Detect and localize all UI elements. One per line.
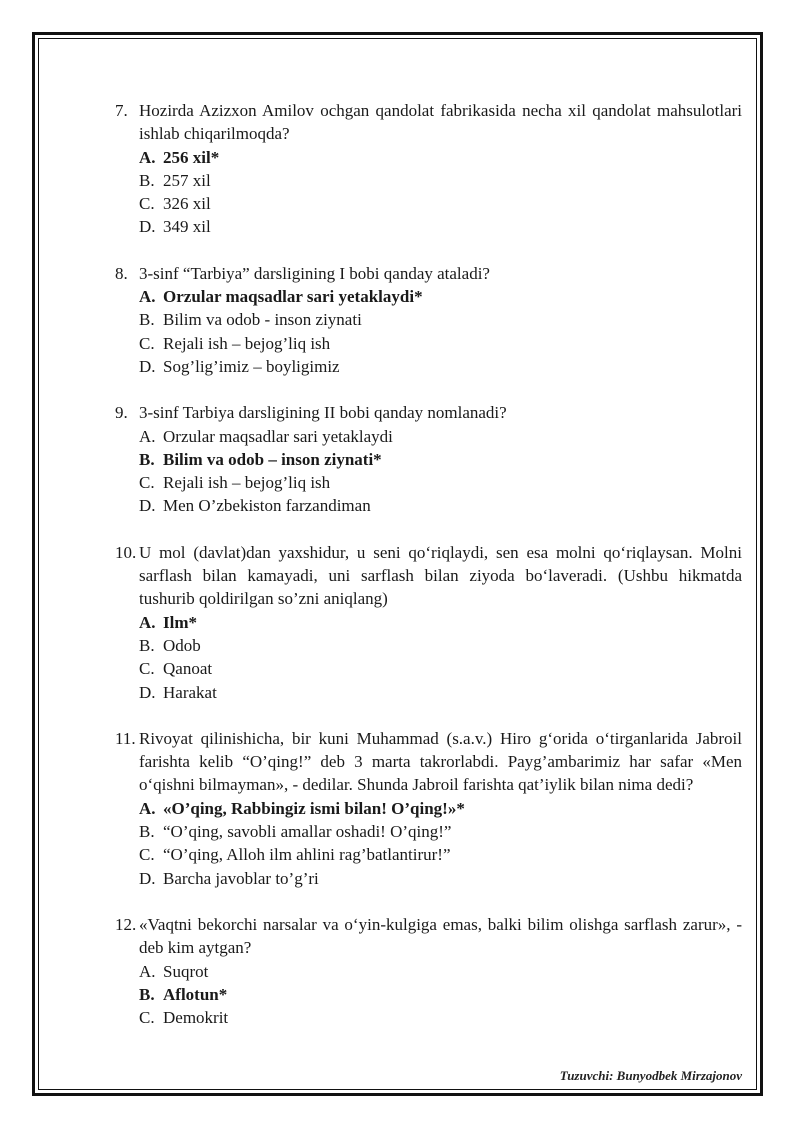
- option-text: Bilim va odob - inson ziynati: [163, 310, 362, 330]
- answer-option-correct: [139, 448, 742, 471]
- question-block: [115, 99, 742, 239]
- option-letter: D.: [139, 868, 156, 888]
- option-letter: D.: [139, 217, 156, 237]
- question-number: 9.: [115, 403, 128, 423]
- option-letter: C.: [139, 194, 155, 214]
- answer-option: [139, 634, 742, 657]
- option-text: Ilm*: [163, 612, 197, 632]
- question-prompt: Rivoyat qilinishicha, bir kuni Muhammad (s.a.v.) Hiro g‘orida o‘tirganlarida Jabroil farishta kelib “O’qing!” deb 3 marta takrorlabdi. Payg’ambarimiz har safar «Men o‘qishni bilmayman», - dedilar. Shunda Jabroil farishta qat’iylik bilan nima dedi?: [139, 728, 742, 795]
- option-letter: D.: [139, 356, 156, 376]
- answer-option: [139, 1006, 742, 1029]
- answer-option: [139, 657, 742, 680]
- answer-option: [139, 867, 742, 890]
- option-letter: B.: [139, 822, 155, 842]
- option-text: Odob: [163, 635, 201, 655]
- question-prompt: 3-sinf Tarbiya darsligining II bobi qanday nomlanadi?: [139, 403, 507, 423]
- option-letter: A.: [139, 287, 156, 307]
- option-letter: D.: [139, 682, 156, 702]
- question-list: [115, 99, 742, 1052]
- question-block: [115, 541, 742, 704]
- option-text: Harakat: [163, 682, 217, 702]
- question-text: [115, 99, 742, 146]
- option-letter: B.: [139, 449, 155, 469]
- answer-option: [139, 494, 742, 517]
- answer-option: [139, 843, 742, 866]
- question-text: [115, 401, 742, 424]
- option-text: Sog’lig’imiz – boyligimiz: [163, 356, 340, 376]
- question-block: [115, 262, 742, 378]
- answer-option: [139, 425, 742, 448]
- answer-options: [115, 797, 742, 890]
- question-number: 12.: [115, 914, 137, 934]
- option-text: 257 xil: [163, 170, 211, 190]
- answer-option-correct: [139, 611, 742, 634]
- question-prompt: «Vaqtni bekorchi narsalar va o‘yin-kulgiga emas, balki bilim olishga sarflash zarur», - deb kim aytgan?: [139, 914, 742, 958]
- question-text: [115, 727, 742, 797]
- option-text: Orzular maqsadlar sari yetaklaydi*: [163, 287, 423, 307]
- option-text: 349 xil: [163, 217, 211, 237]
- option-text: “O’qing, savobli amallar oshadi! O’qing!”: [163, 822, 452, 842]
- option-letter: A.: [139, 961, 156, 981]
- option-letter: C.: [139, 659, 155, 679]
- answer-option: [139, 681, 742, 704]
- question-text: [115, 541, 742, 611]
- answer-option: [139, 471, 742, 494]
- answer-option-correct: [139, 983, 742, 1006]
- answer-option-correct: [139, 285, 742, 308]
- answer-option-correct: [139, 146, 742, 169]
- answer-option: [139, 820, 742, 843]
- option-text: 326 xil: [163, 194, 211, 214]
- answer-options: [115, 425, 742, 518]
- option-text: Orzular maqsadlar sari yetaklaydi: [163, 426, 393, 446]
- answer-option: [139, 960, 742, 983]
- option-text: Aflotun*: [163, 984, 228, 1004]
- answer-options: [115, 611, 742, 704]
- question-block: [115, 913, 742, 1029]
- question-number: 8.: [115, 263, 128, 283]
- answer-options: [115, 960, 742, 1030]
- option-letter: C.: [139, 1008, 155, 1028]
- option-letter: D.: [139, 496, 156, 516]
- option-letter: C.: [139, 333, 155, 353]
- option-letter: A.: [139, 612, 156, 632]
- question-text: [115, 913, 742, 960]
- answer-option: [139, 355, 742, 378]
- question-number: 7.: [115, 101, 128, 120]
- option-text: Demokrit: [163, 1008, 229, 1028]
- answer-option: [139, 192, 742, 215]
- answer-option: [139, 308, 742, 331]
- question-block: [115, 401, 742, 517]
- answer-option: [139, 169, 742, 192]
- option-text: Suqrot: [163, 961, 209, 981]
- answer-options: [115, 146, 742, 239]
- option-letter: B.: [139, 635, 155, 655]
- option-text: Qanoat: [163, 659, 213, 679]
- option-letter: A.: [139, 798, 156, 818]
- question-prompt: U mol (davlat)dan yaxshidur, u seni qo‘riqlaydi, sen esa molni qo‘riqlaysan. Molni sarflash bilan kamayadi, uni sarflash bilan ziyoda bo‘laveradi. (Ushbu hikmatda tushurib qoldirilgan so’zni aniqlang): [139, 542, 742, 609]
- option-letter: C.: [139, 845, 155, 865]
- option-text: “O’qing, Alloh ilm ahlini rag’batlantirur!”: [163, 845, 451, 865]
- option-letter: C.: [139, 473, 155, 493]
- option-text: Bilim va odob – inson ziynati*: [163, 449, 382, 469]
- answer-option: [139, 332, 742, 355]
- author-footer: Tuzuvchi: Bunyodbek Mirzajonov: [559, 1068, 742, 1083]
- question-prompt: 3-sinf “Tarbiya” darsligining I bobi qanday ataladi?: [139, 263, 490, 283]
- question-text: [115, 262, 742, 285]
- option-letter: B.: [139, 170, 155, 190]
- option-letter: A.: [139, 426, 156, 446]
- question-number: 10.: [115, 542, 137, 562]
- answer-option-correct: [139, 797, 742, 820]
- question-number: 11.: [115, 728, 136, 748]
- question-prompt: Hozirda Azizxon Amilov ochgan qandolat fabrikasida necha xil qandolat mahsulotlari ishlab chiqarilmoqda?: [139, 101, 742, 144]
- answer-option: [139, 215, 742, 238]
- option-letter: B.: [139, 310, 155, 330]
- option-text: Rejali ish – bejog’liq ish: [163, 333, 331, 353]
- option-text: 256 xil*: [163, 147, 220, 167]
- question-block: [115, 727, 742, 890]
- option-text: Men O’zbekiston farzandiman: [163, 496, 371, 516]
- answer-options: [115, 285, 742, 378]
- option-text: Barcha javoblar to’g’ri: [163, 868, 319, 888]
- option-text: Rejali ish – bejog’liq ish: [163, 473, 331, 493]
- option-letter: A.: [139, 147, 156, 167]
- option-text: «O’qing, Rabbingiz ismi bilan! O’qing!»*: [163, 798, 465, 818]
- option-letter: B.: [139, 984, 155, 1004]
